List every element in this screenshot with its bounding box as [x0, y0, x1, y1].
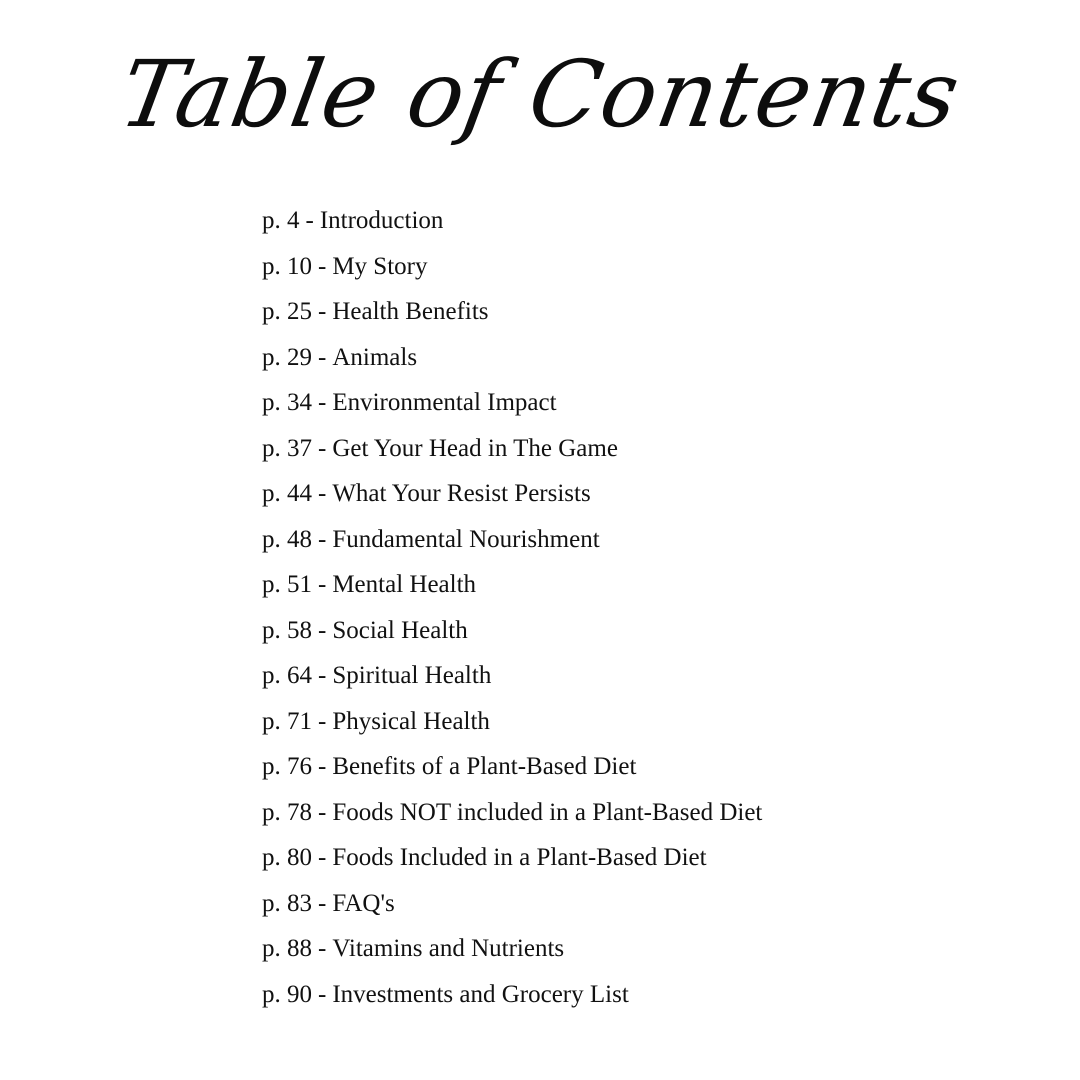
toc-page-number: p. 64	[262, 662, 312, 689]
toc-entry-title: Benefits of a Plant-Based Diet	[332, 753, 637, 780]
toc-page-number: p. 88	[262, 935, 312, 962]
toc-page-number: p. 76	[262, 753, 312, 780]
toc-entry	[262, 928, 1022, 974]
toc-page-number: p. 83	[262, 889, 312, 917]
toc-separator: -	[318, 343, 327, 371]
toc-separator: -	[318, 662, 327, 689]
toc-page-number: p. 71	[262, 707, 312, 735]
toc-separator: -	[318, 389, 327, 416]
toc-entry-title: Social Health	[332, 616, 468, 644]
toc-separator: -	[318, 798, 327, 826]
toc-entry-title: Spiritual Health	[332, 662, 492, 689]
toc-entry-title: Introduction	[319, 207, 444, 234]
toc-page-number: p. 34	[262, 389, 312, 416]
toc-page-number: p. 25	[262, 298, 312, 325]
toc-entry	[262, 610, 1022, 656]
toc-separator: -	[318, 980, 327, 1008]
toc-page-number: p. 4	[262, 207, 300, 234]
toc-entry	[262, 200, 1022, 246]
toc-page-number: p. 10	[262, 252, 312, 280]
toc-entry	[262, 701, 1022, 747]
toc-separator: -	[318, 616, 327, 644]
toc-entry-title: Get Your Head in The Game	[332, 434, 618, 462]
toc-entry	[262, 473, 1022, 519]
toc-separator: -	[318, 707, 327, 735]
toc-entry	[262, 382, 1022, 428]
toc-entry-title: Foods NOT included in a Plant-Based Diet	[332, 798, 763, 826]
toc-page-number: p. 48	[262, 525, 312, 553]
toc-separator: -	[318, 571, 327, 598]
toc-page-number: p. 80	[262, 844, 312, 871]
toc-entry	[262, 564, 1022, 610]
toc-page-number: p. 44	[262, 480, 312, 507]
toc-entry	[262, 337, 1022, 383]
toc-separator: -	[318, 889, 327, 917]
toc-separator: -	[318, 844, 327, 871]
toc-entry	[262, 974, 1022, 1020]
toc-entry	[262, 792, 1022, 838]
toc-page-number: p. 90	[262, 980, 312, 1008]
toc-entry-title: Investments and Grocery List	[332, 980, 629, 1008]
toc-entry-title: Vitamins and Nutrients	[332, 935, 565, 962]
toc-page-number: p. 78	[262, 798, 312, 826]
toc-entry-title: Environmental Impact	[332, 389, 557, 416]
toc-separator: -	[318, 753, 327, 780]
toc-entry-title: Physical Health	[332, 707, 490, 735]
toc-entry	[262, 246, 1022, 292]
toc-entry-title: My Story	[332, 252, 428, 280]
toc-entry-title: FAQ's	[332, 889, 395, 917]
toc-separator: -	[318, 480, 327, 507]
toc-entry	[262, 837, 1022, 883]
toc-entry-title: Animals	[332, 343, 418, 371]
toc-separator: -	[318, 434, 327, 462]
toc-page-number: p. 29	[262, 343, 312, 371]
toc-entry	[262, 519, 1022, 565]
toc-entry-title: What Your Resist Persists	[332, 480, 591, 507]
page-title: Table of Contents	[112, 41, 968, 148]
toc-page-number: p. 51	[262, 571, 312, 598]
toc-entry-title: Health Benefits	[332, 298, 489, 325]
toc-entry	[262, 428, 1022, 474]
toc-entry	[262, 746, 1022, 792]
table-of-contents	[262, 200, 1022, 1019]
toc-separator: -	[318, 525, 327, 553]
toc-entry	[262, 655, 1022, 701]
toc-entry-title: Mental Health	[332, 571, 477, 598]
toc-page-number: p. 37	[262, 434, 312, 462]
toc-entry	[262, 291, 1022, 337]
toc-separator: -	[318, 935, 327, 962]
toc-page-number: p. 58	[262, 616, 312, 644]
toc-entry	[262, 883, 1022, 929]
toc-separator: -	[318, 252, 327, 280]
toc-separator: -	[318, 298, 327, 325]
toc-entry-title: Foods Included in a Plant-Based Diet	[332, 844, 707, 871]
toc-separator: -	[305, 207, 314, 234]
toc-entry-title: Fundamental Nourishment	[332, 525, 600, 553]
